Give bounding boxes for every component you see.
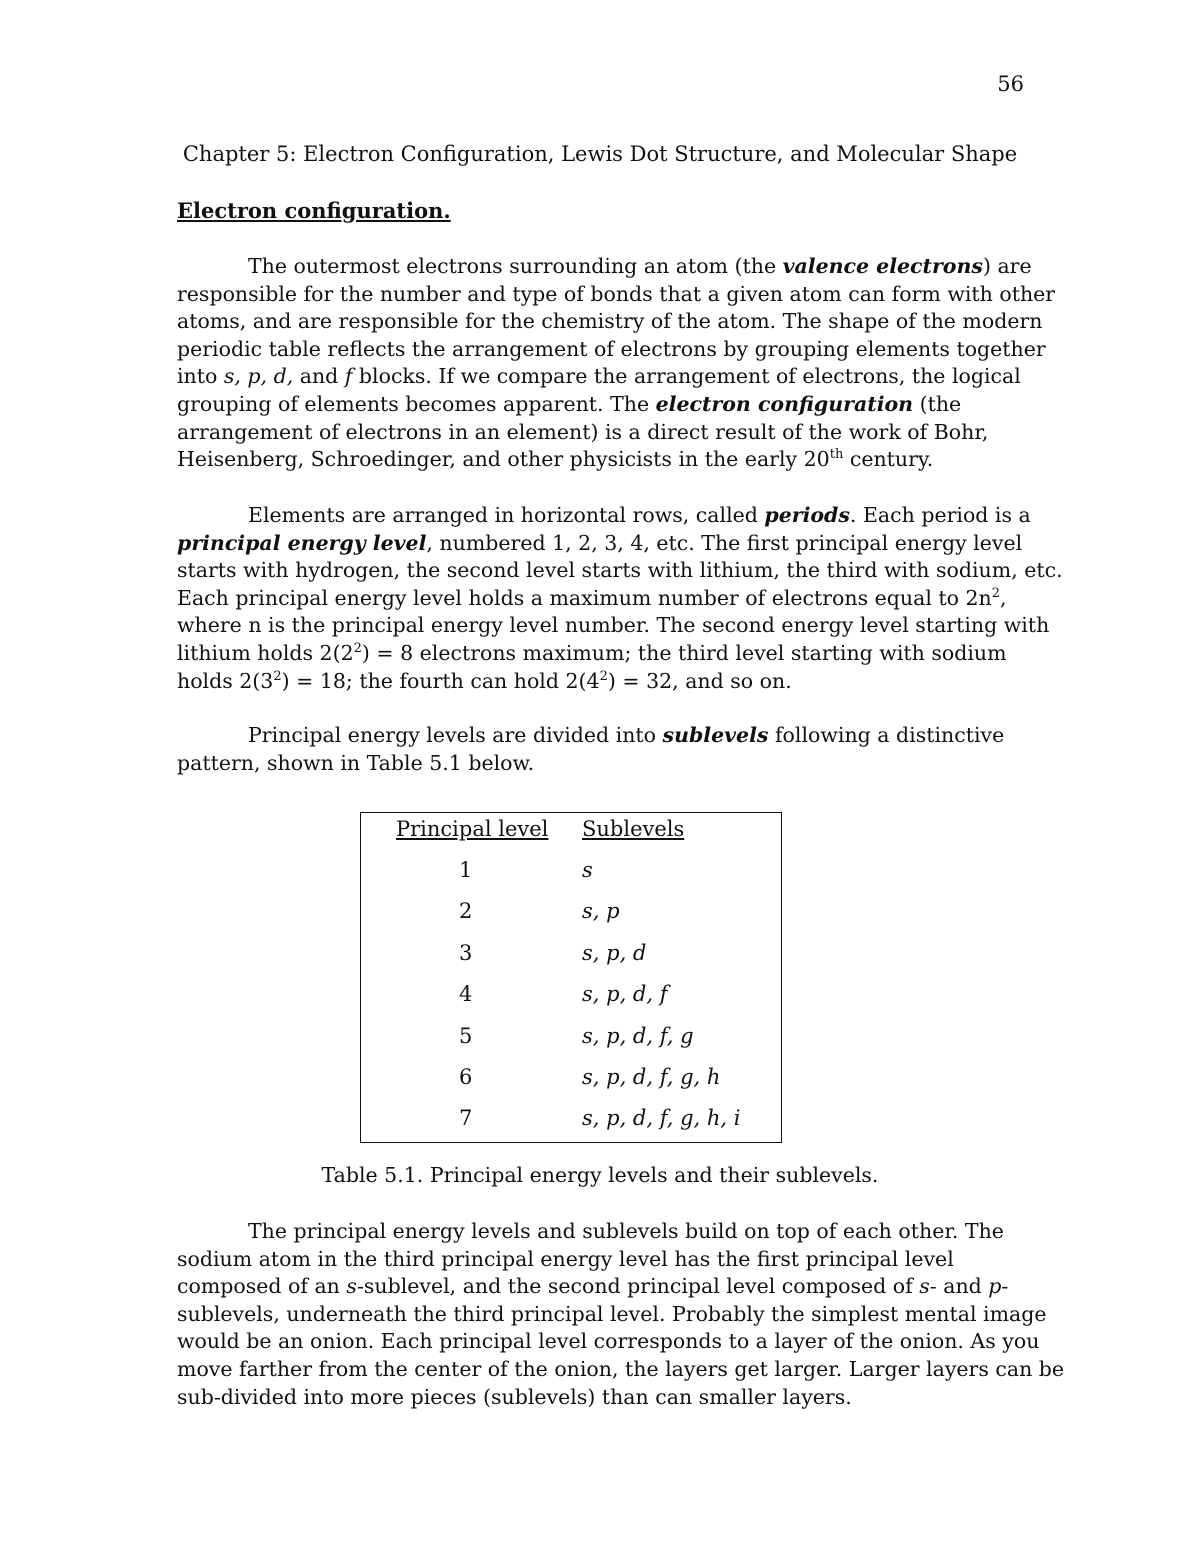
paragraph-line: Heisenberg, Schroedinger, and other physicists in the early 20th century. xyxy=(177,447,934,472)
table-cell-sublevels: s, p, d, f, g, h xyxy=(582,1065,721,1089)
paragraph-line: responsible for the number and type of bonds that a given atom can form with other xyxy=(177,281,1056,306)
table-row xyxy=(361,1024,781,1054)
table-cell-level: 6 xyxy=(459,1065,473,1089)
table-cell-sublevels: s, p, d, f, g xyxy=(582,1024,694,1048)
section-heading: Electron configuration. xyxy=(177,198,451,223)
paragraph-line: sodium atom in the third principal energy level has the first principal level xyxy=(177,1246,954,1271)
table-cell-level: 7 xyxy=(459,1106,473,1130)
paragraph-line: sublevels, underneath the third principal level. Probably the simplest mental image xyxy=(177,1301,1047,1326)
paragraph-line: where n is the principal energy level number. The second energy level starting with xyxy=(177,613,1050,638)
paragraph-line: sub-divided into more pieces (sublevels) than can smaller layers. xyxy=(177,1384,852,1409)
table-cell-sublevels: s, p, d, f, g, h, i xyxy=(582,1106,741,1130)
sublevel-table xyxy=(360,812,782,1143)
table-row xyxy=(361,1065,781,1095)
table-row xyxy=(361,1106,781,1136)
table-row xyxy=(361,982,781,1012)
paragraph-line: atoms, and are responsible for the chemistry of the atom. The shape of the modern xyxy=(177,309,1043,334)
table-cell-sublevels: s, p xyxy=(582,899,620,923)
table-row xyxy=(361,941,781,971)
table-cell-sublevels: s, p, d, f xyxy=(582,982,668,1006)
paragraph-line: would be an onion. Each principal level corresponds to a layer of the onion. As you xyxy=(177,1329,1040,1354)
paragraph-line: principal energy level, numbered 1, 2, 3, 4, etc. The first principal energy level xyxy=(177,530,1023,555)
paragraph-line: arrangement of electrons in an element) is a direct result of the work of Bohr, xyxy=(177,419,989,444)
table-header-principal-level: Principal level xyxy=(396,817,549,841)
term-electron-configuration: electron configuration xyxy=(655,391,914,416)
paragraph-line: pattern, shown in Table 5.1 below. xyxy=(177,750,535,775)
table-cell-level: 4 xyxy=(459,982,473,1006)
paragraph-line: Each principal energy level holds a maximum number of electrons equal to $2n^2$, xyxy=(177,585,1007,610)
paragraph-valence-electrons xyxy=(177,253,1056,474)
paragraph-line: composed of an s-sublevel, and the second principal level composed of s- and p- xyxy=(177,1274,1009,1299)
paragraph-line: periodic table reflects the arrangement of electrons by grouping elements together xyxy=(177,336,1046,361)
table-cell-sublevels: s xyxy=(582,858,593,882)
paragraph-line: lithium holds $2(2^2) = 8$ electrons maximum; the third level starting with sodium xyxy=(177,640,1007,665)
paragraph-line: move farther from the center of the onion, the layers get larger. Larger layers can be xyxy=(177,1356,1065,1381)
term-valence-electrons: valence electrons xyxy=(782,254,983,278)
table-cell-level: 2 xyxy=(459,899,473,923)
paragraph-line: The principal energy levels and sublevels build on top of each other. The xyxy=(248,1219,1004,1243)
paragraph-onion xyxy=(177,1218,1065,1411)
paragraph-line: into s, p, d, and f blocks. If we compare the arrangement of electrons, the logical xyxy=(177,364,1021,389)
table-cell-level: 3 xyxy=(459,941,473,965)
table-cell-level: 1 xyxy=(459,858,473,882)
paragraph-periods xyxy=(177,502,1063,695)
table-row xyxy=(361,899,781,929)
table-header-sublevels: Sublevels xyxy=(582,817,685,841)
paragraph-line: holds $2(3^2) = 18$; the fourth can hold $2(4^2) = 32$, and so on. xyxy=(177,668,792,693)
paragraph-line: Principal energy levels are divided into sublevels following a distinctive xyxy=(248,723,1005,747)
table-caption: Table 5.1. Principal energy levels and their sublevels. xyxy=(321,1163,879,1187)
term-sublevels: sublevels xyxy=(662,723,769,747)
term-periods: periods xyxy=(764,503,850,527)
paragraph-line: The outermost electrons surrounding an atom (the valence electrons) are xyxy=(248,254,1032,278)
table-cell-level: 5 xyxy=(459,1024,473,1048)
term-principal-energy-level: principal energy level xyxy=(177,530,427,555)
table-row xyxy=(361,858,781,888)
paragraph-sublevels xyxy=(177,722,1027,777)
table-cell-sublevels: s, p, d xyxy=(582,941,647,965)
paragraph-line: Elements are arranged in horizontal rows, called periods. Each period is a xyxy=(248,503,1031,527)
paragraph-line: starts with hydrogen, the second level starts with lithium, the third with sodium, etc. xyxy=(177,558,1063,583)
page-number: 56 xyxy=(997,72,1024,96)
paragraph-line: grouping of elements becomes apparent. The electron configuration (the xyxy=(177,391,962,416)
chapter-title: Chapter 5: Electron Configuration, Lewis Dot Structure, and Molecular Shape xyxy=(182,142,1018,166)
